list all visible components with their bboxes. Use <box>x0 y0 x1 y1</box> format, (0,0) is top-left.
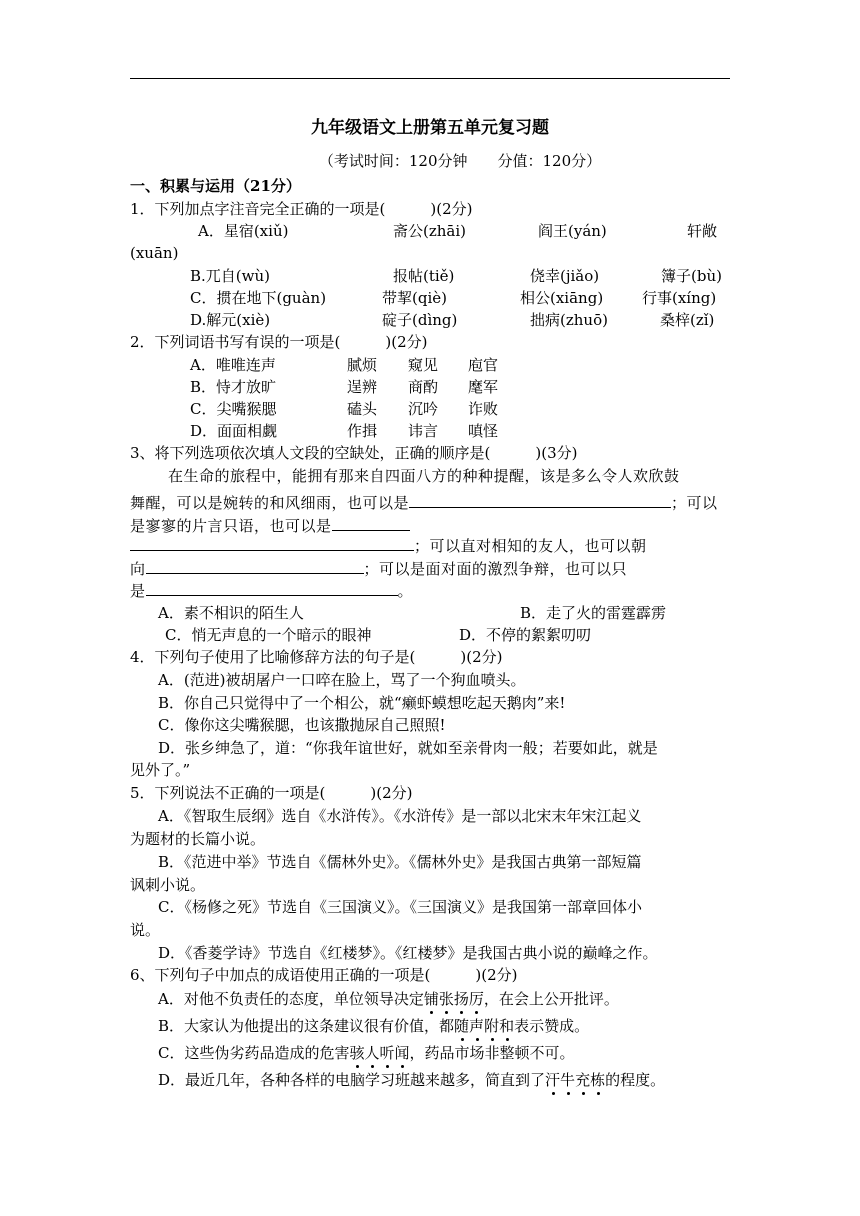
q1-option-a-2: 斋公(zhāi) <box>393 222 467 240</box>
q6-option-d <box>158 1070 665 1090</box>
q3-passage-text: 是寥寥的片言只语，也可以是 <box>130 517 332 535</box>
emphasis-char: 声 <box>469 1017 485 1035</box>
q1-option-b-1: B.兀自(wù) <box>190 267 270 285</box>
q5-option-a-line-1: A．《智取生辰纲》选自《水浒传》。《水浒传》是一部以北宋末年宋江起义 <box>158 807 642 825</box>
dotted-idiom <box>545 1071 605 1089</box>
q2-option-b-3: 商酌 <box>408 378 439 396</box>
q4-option-c: C．像你这尖嘴猴腮，也该撒抛尿自己照照! <box>158 716 446 734</box>
q4-option-a: A．(范进)被胡屠户一口啐在脸上，骂了一个狗血喷头。 <box>158 671 526 689</box>
page-title: 九年级语文上册第五单元复习题 <box>311 118 549 138</box>
q2-option-d-1: D．面面相觑 <box>190 422 278 440</box>
q1-option-a-4: 轩敞 <box>687 222 718 240</box>
section-heading: 一、积累与运用（21分） <box>130 177 301 195</box>
emphasis-char: 汗 <box>545 1071 561 1089</box>
fill-blank <box>146 558 364 574</box>
q2-option-a-4: 庖官 <box>468 356 499 374</box>
q2-option-c-3: 沉吟 <box>408 400 439 418</box>
option-text: ，药品市场非整顿不可。 <box>409 1044 575 1062</box>
q5-option-a-line-2: 为题材的长篇小说。 <box>130 830 266 848</box>
q3-option-a: A．素不相识的陌生人 <box>158 604 304 622</box>
emphasis-char: 张 <box>438 990 454 1008</box>
fill-blank <box>332 515 410 531</box>
emphasis-char: 栋 <box>590 1071 606 1089</box>
option-text: A．对他不负责任的态度，单位领导决定 <box>158 990 424 1008</box>
q3-passage-text: ；可以是面对面的激烈争辩，也可以只 <box>363 560 628 578</box>
dotted-idiom <box>424 990 484 1008</box>
emphasis-char: 牛 <box>560 1071 576 1089</box>
q1-option-b-3: 侥幸(jiǎo) <box>530 267 600 285</box>
q2-option-b-2: 逞辨 <box>347 378 378 396</box>
q2-option-b-1: B．恃才放旷 <box>190 378 277 396</box>
q4-option-d-line-2: 见外了。” <box>130 761 191 779</box>
q5-option-b-line-1: B．《范进中举》节选自《儒林外史》。《儒林外史》是我国古典第一部短篇 <box>158 853 642 871</box>
emphasis-char: 随 <box>454 1017 470 1035</box>
q3-passage-line-6 <box>130 580 413 601</box>
emphasis-char: 听 <box>379 1044 395 1062</box>
emphasis-char: 闻 <box>394 1044 410 1062</box>
q5-option-c-line-1: C．《杨修之死》节选自《三国演义》。《三国演义》是我国第一部章回体小 <box>158 898 642 916</box>
q6-option-b <box>158 1016 589 1036</box>
q5-option-c-line-2: 说。 <box>130 921 161 939</box>
q1-option-a-3: 阎王(yán) <box>538 222 607 240</box>
q4-option-b: B．你自己只觉得中了一个相公，就“癞虾蟆想吃起天鹅肉”来! <box>158 694 566 712</box>
q1-option-c-1: C．掼在地下(guàn) <box>190 289 327 307</box>
q3-passage-text: 。 <box>397 582 414 600</box>
question-6-stem: 6、下列句子中加点的成语使用正确的一项是( )(2分) <box>130 966 518 984</box>
question-2-stem: 2．下列词语书写有误的一项是( )(2分) <box>130 333 428 351</box>
header-rule <box>130 78 730 79</box>
q1-option-d-4: 桑梓(zǐ) <box>660 311 715 329</box>
q6-option-c <box>158 1043 575 1063</box>
q2-option-a-3: 窥见 <box>408 356 439 374</box>
option-text: C．这些伪劣药品造成的危害 <box>158 1044 350 1062</box>
q1-option-c-3: 相公(xiāng) <box>520 289 604 307</box>
fill-blank <box>130 535 414 551</box>
q3-passage-line-3 <box>130 515 410 536</box>
q2-option-d-3: 讳言 <box>408 422 439 440</box>
dotted-idiom <box>349 1044 409 1062</box>
q1-option-d-1: D.解元(xiè) <box>190 311 271 329</box>
emphasis-char: 充 <box>575 1071 591 1089</box>
q1-option-a-wrap: (xuān) <box>130 244 179 262</box>
q2-option-d-2: 作揖 <box>347 422 378 440</box>
q3-option-d: D．不停的絮絮叨叨 <box>459 626 592 644</box>
q1-option-d-2: 碇子(dìng) <box>382 311 458 329</box>
emphasis-char: 扬 <box>453 990 469 1008</box>
dotted-idiom <box>454 1017 514 1035</box>
option-text: 表示赞成。 <box>514 1017 590 1035</box>
q3-option-c: C．悄无声息的一个暗示的眼神 <box>165 626 372 644</box>
q3-passage-text: ；可以 <box>671 494 718 512</box>
q5-option-d: D．《香菱学诗》节选自《红楼梦》。《红楼梦》是我国古典小说的巅峰之作。 <box>158 944 658 962</box>
question-5-stem: 5．下列说法不正确的一项是( )(2分) <box>130 784 413 802</box>
fill-blank <box>409 492 671 508</box>
q2-option-a-1: A．唯唯连声 <box>190 356 276 374</box>
question-3-stem: 3、将下列选项依次填人文段的空缺处，正确的顺序是( )(3分) <box>130 444 578 462</box>
q1-option-c-2: 带挈(qiè) <box>382 289 447 307</box>
question-1-stem: 1．下列加点字注音完全正确的一项是( )(2分) <box>130 200 473 218</box>
emphasis-char: 铺 <box>423 990 439 1008</box>
q3-passage-line-1: 在生命的旅程中，能拥有那来自四面八方的种种提醒，该是多么令人欢欣鼓 <box>168 467 680 485</box>
q4-option-d-line-1: D．张乡绅急了，道：“你我年谊世好，就如至亲骨肉一般；若要如此，就是 <box>158 739 658 757</box>
q1-option-a-1: A．星宿(xiǔ) <box>198 222 289 240</box>
q3-passage-line-2 <box>130 492 718 513</box>
question-4-stem: 4．下列句子使用了比喻修辞方法的句子是( )(2分) <box>130 648 503 666</box>
q1-option-b-2: 报帖(tiě) <box>393 267 455 285</box>
q1-option-d-3: 拙病(zhuō) <box>530 311 608 329</box>
q3-passage-text: 是 <box>130 582 146 600</box>
q6-option-a <box>158 989 619 1009</box>
fill-blank <box>146 580 398 596</box>
q3-passage-text: ；可以直对相知的友人，也可以朝 <box>414 537 647 555</box>
emphasis-char: 附 <box>484 1017 500 1035</box>
q2-option-d-4: 嗔怪 <box>468 422 499 440</box>
q2-option-c-2: 磕头 <box>347 400 378 418</box>
q1-option-c-4: 行事(xíng) <box>642 289 717 307</box>
q2-option-b-4: 麾军 <box>468 378 499 396</box>
option-text: 的程度。 <box>605 1071 666 1089</box>
q2-option-c-4: 诈败 <box>468 400 499 418</box>
q3-passage-text: 向 <box>130 560 146 578</box>
q3-passage-line-5 <box>130 558 627 579</box>
exam-info: （考试时间：120分钟 分值：120分） <box>318 152 602 170</box>
emphasis-char: 骇 <box>349 1044 365 1062</box>
option-text: ，在会上公开批评。 <box>483 990 619 1008</box>
emphasis-char: 人 <box>364 1044 380 1062</box>
option-text: B．大家认为他提出的这条建议很有价值，都 <box>158 1017 455 1035</box>
q3-passage-text: 舞醒，可以是婉转的和风细雨，也可以是 <box>130 494 410 512</box>
q2-option-a-2: 腻烦 <box>347 356 378 374</box>
emphasis-char: 和 <box>499 1017 515 1035</box>
q2-option-c-1: C．尖嘴猴腮 <box>190 400 277 418</box>
emphasis-char: 厉 <box>468 990 484 1008</box>
option-text: D．最近几年，各种各样的电脑学习班越来越多，简直到了 <box>158 1071 546 1089</box>
q3-option-b: B．走了火的雷霆霹雳 <box>520 604 667 622</box>
q3-passage-line-4 <box>130 535 647 556</box>
q1-option-b-4: 簿子(bù) <box>661 267 722 285</box>
q5-option-b-line-2: 讽刺小说。 <box>130 876 206 894</box>
